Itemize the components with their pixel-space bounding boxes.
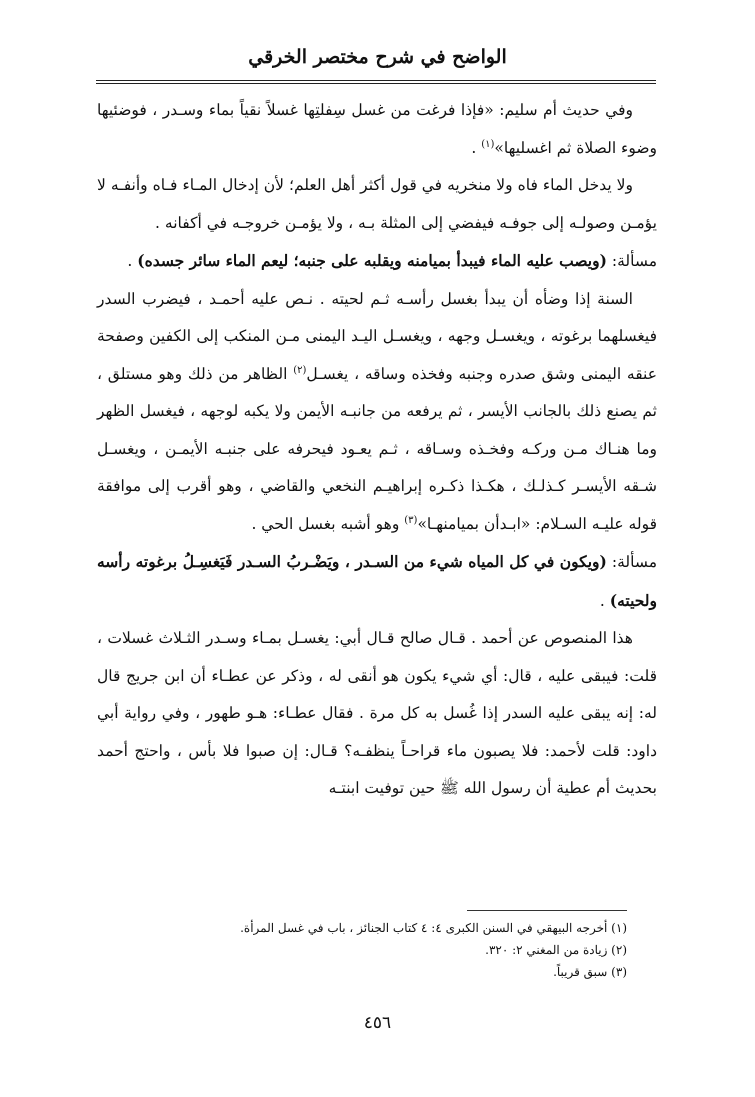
paragraph-text: ولا يدخل الماء فاه ولا منخريه في قول أكثر أهل العلم؛ لأن إدخال المـاء فـاه وأنفـه لا يؤمـن وصولـه إلى جوفـه فيفضي إلى المثلة بـه ، ولا يؤمـن خروجـه في أكفانه . [97,176,657,232]
footnote-1: (١) أخرجه البيهقي في السنن الكبرى ٤: ٤ كتاب الجنائز ، باب في غسل المرأة. [240,921,627,935]
main-text [97,92,657,808]
footnote-divider [467,910,627,911]
footnote-ref: (٣) [404,514,418,526]
paragraph-ahmad-text [97,620,657,808]
header-divider [96,80,656,84]
paragraph-text: وفي حديث أم سليم: «فإذا فرغت من غسل سِفلتِها غسلاً نقياً بماء وسـدر ، فوضئيها وضوء الصلاة ثم اغسليها» [97,101,657,157]
page-number: ٤٥٦ [363,1013,392,1033]
masala-text: (ويكون في كل المياه شيء من السـدر ، ويَضْـربُ السـدر فَيَغسِـلُ برغوته رأسه ولحيته) [97,552,657,610]
masala-text: (ويصب عليه الماء فيبدأ بميامنه ويقلبه على جنبه؛ ليعم الماء سائر جسده) [137,251,607,270]
footnote-ref: (١) [481,138,495,150]
masala-label: مسألة: [611,553,657,571]
masala-heading-1: مسألة: (ويصب عليه الماء فيبدأ بميامنه ويقلبه على جنبه؛ ليعم الماء سائر جسده) . [127,251,657,270]
masala-label: مسألة: [611,252,657,270]
paragraph-water-mouth [97,167,657,242]
footnotes [97,917,627,983]
paragraph-hadith-umm-sulaym: وفي حديث أم سليم: «فإذا فرغت من غسل سِفلتِها غسلاً نقياً بماء وسـدر ، فوضئيها وضوء الصلاة ثم اغسليها»$^{(١)}$ . [97,101,657,157]
footnote-2: (٢) زيادة من المغني ٢: ٣٢٠. [485,943,627,957]
paragraph-text: السنة إذا وضأه أن يبدأ بغسل رأسـه ثـم لحيته . نـص عليه أحمـد ، فيضرب السدر فيغسلهما برغوته ، ويغسـل وجهه ، ويغسـل اليـد اليمنى مـن المنكب إلى الكفين وصفحة عنقه اليمنى وشق صدره وجنبه وفخذه وساقه ، يغسـل [97,289,657,383]
paragraph-text: هذا المنصوص عن أحمد . قـال صالح قـال أبي: يغسـل بمـاء وسـدر الثـلاث غسلات ، قلت: فيبقى عليه ، قال: أي شيء يكون هو أنقى له ، وذكر عن عطـاء أن ابن جريج قال له: إنه يبقى عليه السدر إذا غُسل به كل مرة . فقال عطـاء: هـو طهور ، وفي رواية أبي داود: قلت لأحمد: فلا يصبون ماء قراحـاً ينظفـه؟ قـال: إن صبوا فلا بأس ، واحتج أحمد بحديث أم عطية أن رسول الله ﷺ حين توفيت ابنتـه [97,629,657,797]
footnote-3: (٣) سبق قريباً. [553,965,627,979]
footnote-ref: (٢) [293,364,307,376]
running-header-title: الواضح في شرح مختصر الخرقي [248,46,507,68]
masala-heading-2: مسألة: (ويكون في كل المياه شيء من السـدر ، ويَضْـربُ السـدر فَيَغسِـلُ برغوته رأسه ولحيته) . [97,552,657,610]
paragraph-sunnah-washing: السنة إذا وضأه أن يبدأ بغسل رأسـه ثـم لحيته . نـص عليه أحمـد ، فيضرب السدر فيغسلهما برغوته ، ويغسـل وجهه ، ويغسـل اليـد اليمنى مـن المنكب إلى الكفين وصفحة عنقه اليمنى وشق صدره وجنبه وفخذه وساقه ، يغسـل$^{(٢)}$ الظاهر من ذلك وهو مستلق ، ثم يصنع ذلك بالجانب الأيسر ، ثم يرفعه من جانبـه الأيمن ولا يكبه لوجهه ، فيغسل الظهر وما هنـاك مـن وركـه وفخـذه وسـاقه ، ثـم يعـود فيحرفه على جنبـه الأيمـن ، ويغسـل شـقه الأيسـر كـذلـك ، هكـذا ذكـره إبراهيـم النخعي والقاضي ، وهو أقرب إلى موافقة قوله عليـه السـلام: «ابـدأن بميامنهـا»$^{(٣)}$ وهو أشبه بغسل الحي . [97,289,657,533]
